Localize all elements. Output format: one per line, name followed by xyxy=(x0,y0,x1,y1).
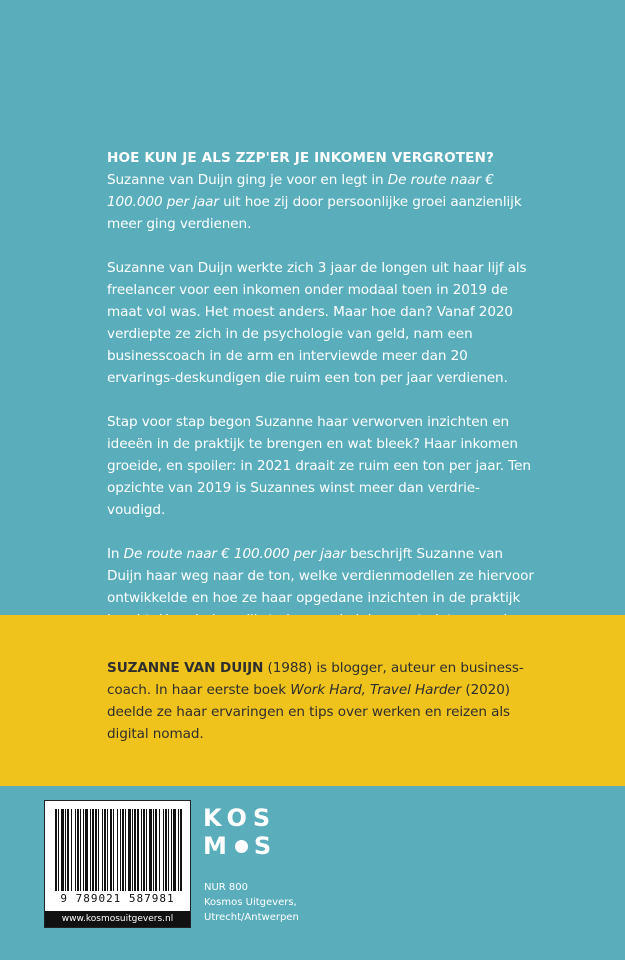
kosmos-logo xyxy=(203,804,283,864)
barcode-bar xyxy=(113,809,114,891)
barcode xyxy=(44,800,191,928)
author-bio-panel xyxy=(0,615,625,786)
barcode-bar xyxy=(163,809,164,891)
barcode-bar xyxy=(134,809,136,891)
publisher-info xyxy=(204,880,404,925)
barcode-bar xyxy=(178,809,179,891)
nur-code: NUR 800 xyxy=(204,882,249,893)
logo-dot-icon xyxy=(235,840,248,853)
publisher-url: www.kosmosuitgevers.nl xyxy=(45,911,190,927)
barcode-bar xyxy=(173,809,176,891)
blurb xyxy=(107,147,537,653)
barcode-bar xyxy=(83,809,84,891)
barcode-bar xyxy=(165,809,167,891)
logo-letter: S xyxy=(253,832,278,860)
barcode-bar xyxy=(171,809,172,891)
text: uit hoe zij door persoonlijke groei aanzienlijk meer ging verdienen. xyxy=(107,194,522,232)
barcode-bar xyxy=(107,809,108,891)
text: (1988) is blogger, auteur en business-coach. In haar eerste boek xyxy=(107,660,524,698)
publisher-city: Utrecht/Antwerpen xyxy=(204,912,299,923)
author-name: SUZANNE VAN DUIJN xyxy=(107,660,264,676)
barcode-bar xyxy=(75,809,76,891)
book-title: De route naar € 100.000 per jaar xyxy=(107,172,494,210)
text: (2020) deelde ze haar ervaringen en tips over werken en reizen als digital nomad. xyxy=(107,682,510,742)
barcode-bar xyxy=(125,809,126,891)
logo-line-1: KOS xyxy=(203,804,277,832)
barcode-bar xyxy=(65,809,66,891)
barcode-bar xyxy=(168,809,169,891)
barcode-bar xyxy=(104,809,106,891)
logo-letter: M xyxy=(203,832,233,860)
back-cover-bottom-panel xyxy=(0,786,625,960)
barcode-bar xyxy=(180,809,182,891)
barcode-bar xyxy=(155,809,157,891)
paragraph-story: Suzanne van Duijn werkte zich 3 jaar de longen uit haar lijf als freelancer voor een inkomen onder modaal toen in 2019 de maat vol was. Het moest anders. Maar hoe dan? Vanaf 2020 verdiepte ze zich in de psychologie van geld, nam een businesscoach in de arm en interviewde meer dan 20 ervarings-deskundigen die ruim een ton per jaar verdienen. xyxy=(107,260,527,386)
paragraph-growth: Stap voor stap begon Suzanne haar verworven inzichten en ideeën in de praktijk te brengen en wat bleek? Haar inkomen groeide, en spoiler: in 2021 draait ze ruim een ton per jaar. Ten opzichte van 2019 is Suzannes winst meer dan verdrie-voudigd. xyxy=(107,414,531,518)
barcode-bar xyxy=(143,809,145,891)
barcode-bar xyxy=(71,809,72,891)
author-bio xyxy=(107,657,537,745)
barcode-bar xyxy=(110,809,112,891)
barcode-bar xyxy=(80,809,81,891)
isbn-number: 9 789021 587981 xyxy=(60,892,175,905)
barcode-bar xyxy=(128,809,131,891)
barcode-bars xyxy=(55,809,182,891)
barcode-bar xyxy=(77,809,79,891)
barcode-bar xyxy=(117,809,118,891)
barcode-bar xyxy=(92,809,94,891)
text: Suzanne van Duijn ging je voor en legt in xyxy=(107,172,388,188)
barcode-bar xyxy=(122,809,124,891)
barcode-bar xyxy=(98,809,99,891)
barcode-bar xyxy=(159,809,160,891)
headline: HOE KUN JE ALS ZZP'ER JE INKOMEN VERGROTEN? xyxy=(107,150,494,166)
text: In xyxy=(107,546,124,562)
text: beschrijft Suzanne van Duijn haar weg naar de ton, welke verdienmodellen ze hiervoor ontwikkelde en hoe ze haar opgedane inzichten in de praktijk xyxy=(107,546,534,606)
barcode-bar xyxy=(90,809,91,891)
barcode-bar xyxy=(61,809,64,891)
barcode-bar xyxy=(149,809,152,891)
barcode-bar xyxy=(95,809,97,891)
barcode-bar xyxy=(55,809,57,891)
barcode-bar xyxy=(85,809,88,891)
publisher-name: Kosmos Uitgevers, xyxy=(204,897,297,908)
barcode-bar xyxy=(58,809,59,891)
barcode-bar xyxy=(120,809,121,891)
paragraph-intro xyxy=(107,169,537,235)
barcode-bar xyxy=(141,809,142,891)
barcode-bar xyxy=(153,809,154,891)
barcode-bar xyxy=(137,809,139,891)
barcode-bar xyxy=(67,809,69,891)
barcode-bar xyxy=(132,809,133,891)
book-title: De route naar € 100.000 per jaar xyxy=(123,546,346,562)
barcode-bar xyxy=(146,809,147,891)
logo-line-2 xyxy=(203,832,283,860)
previous-book-title: Work Hard, Travel Harder xyxy=(290,682,462,698)
barcode-bar xyxy=(102,809,103,891)
